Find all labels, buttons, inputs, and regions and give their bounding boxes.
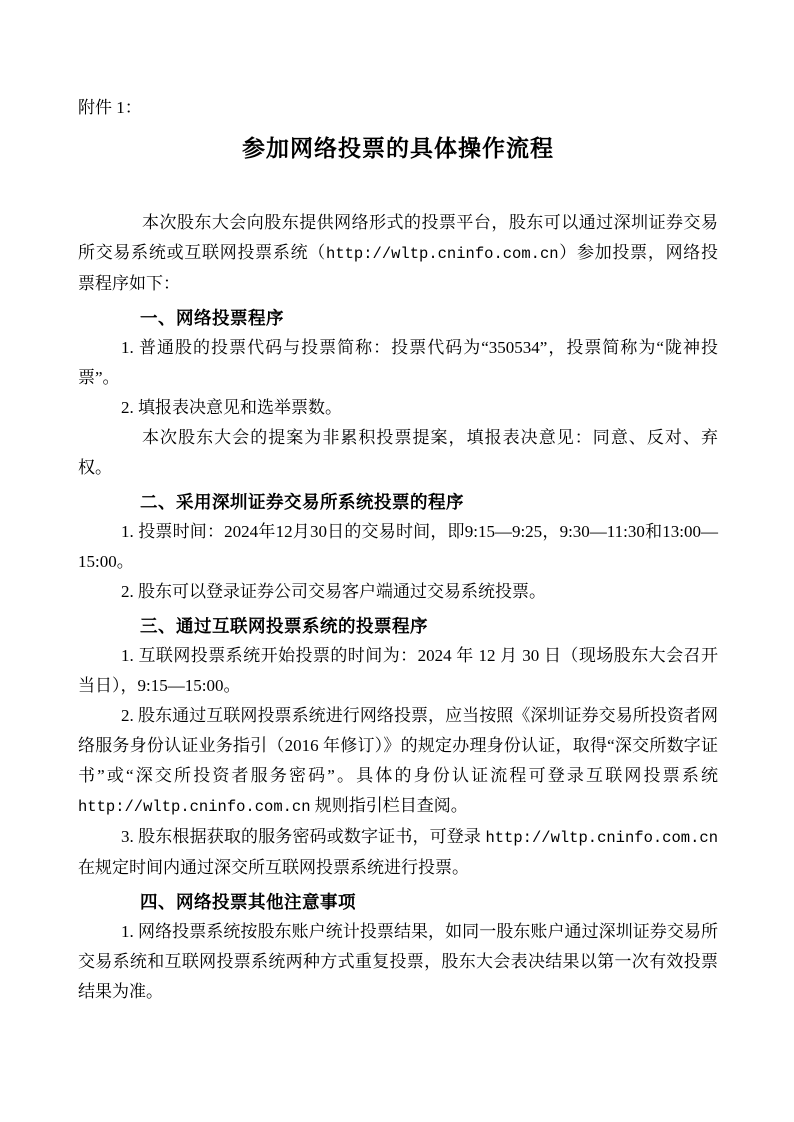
intro-text-after-url: ）参加投票，网络投票程序如下： [78, 243, 719, 293]
section-1-heading: 一、网络投票程序 [140, 308, 284, 328]
section-3-paragraph-3-text-after-url: 在规定时间内通过深交所互联网投票系统进行投票。 [78, 858, 469, 877]
section-3-paragraph-3 [78, 822, 718, 883]
internet-voting-system-url: http://wltp.cninfo.com.cn [326, 245, 559, 263]
section-3-paragraph-1: 1. 互联网投票系统开始投票的时间为：2024 年 12 月 30 日（现场股东大会召开当日），9:15—15:00。 [78, 646, 718, 695]
document-body [78, 208, 718, 1007]
section-2-paragraph-2: 2. 股东可以登录证券公司交易客户端通过交易系统投票。 [121, 582, 546, 601]
section-1-paragraph-1: 1. 普通股的投票代码与投票简称：投票代码为“350534”，投票简称为“陇神投票”。 [78, 338, 718, 387]
section-2-heading: 二、采用深圳证券交易所系统投票的程序 [140, 492, 464, 512]
section-3-paragraph-2-text-after-url: 规则指引栏目查阅。 [310, 796, 468, 815]
intro-paragraph [78, 208, 718, 299]
intro-text-before-url: 本次股东大会向股东提供网络形式的投票平台，股东可以通过深圳证券交易所交易系统或互联网投票系统（ [78, 213, 718, 262]
section-3-paragraph-3-text-before-url: 3. 股东根据获取的服务密码或数字证书，可登录 [121, 827, 486, 846]
internet-voting-system-url: http://wltp.cninfo.com.cn [485, 829, 718, 847]
document-title: 参加网络投票的具体操作流程 [242, 136, 554, 161]
section-1-paragraph-3: 本次股东大会的提案为非累积投票提案，填报表决意见：同意、反对、弃权。 [78, 428, 718, 477]
internet-voting-system-url: http://wltp.cninfo.com.cn [78, 798, 311, 816]
section-3-heading: 三、通过互联网投票系统的投票程序 [140, 616, 428, 636]
section-3-paragraph-2-text-before-url: 2. 股东通过互联网投票系统进行网络投票，应当按照《深圳证券交易所投资者网络服务身份认证业务指引（2016 年修订）》的规定办理身份认证，取得“深交所数字证书”或“深交所投资者服务密码”。具体的身份认证流程可登录互联网投票系统 [78, 706, 718, 785]
section-4-heading: 四、网络投票其他注意事项 [140, 892, 356, 912]
section-3-paragraph-2 [78, 701, 718, 822]
section-1-paragraph-2: 2. 填报表决意见和选举票数。 [121, 398, 342, 417]
section-2-paragraph-1: 1. 投票时间：2024年12月30日的交易时间，即9:15—9:25，9:30—11:30和13:00—15:00。 [78, 522, 718, 571]
attachment-label: 附件 1： [78, 98, 142, 117]
section-4-paragraph-1: 1. 网络投票系统按股东账户统计投票结果，如同一股东账户通过深圳证券交易所交易系统和互联网投票系统两种方式重复投票，股东大会表决结果以第一次有效投票结果为准。 [78, 922, 718, 1001]
